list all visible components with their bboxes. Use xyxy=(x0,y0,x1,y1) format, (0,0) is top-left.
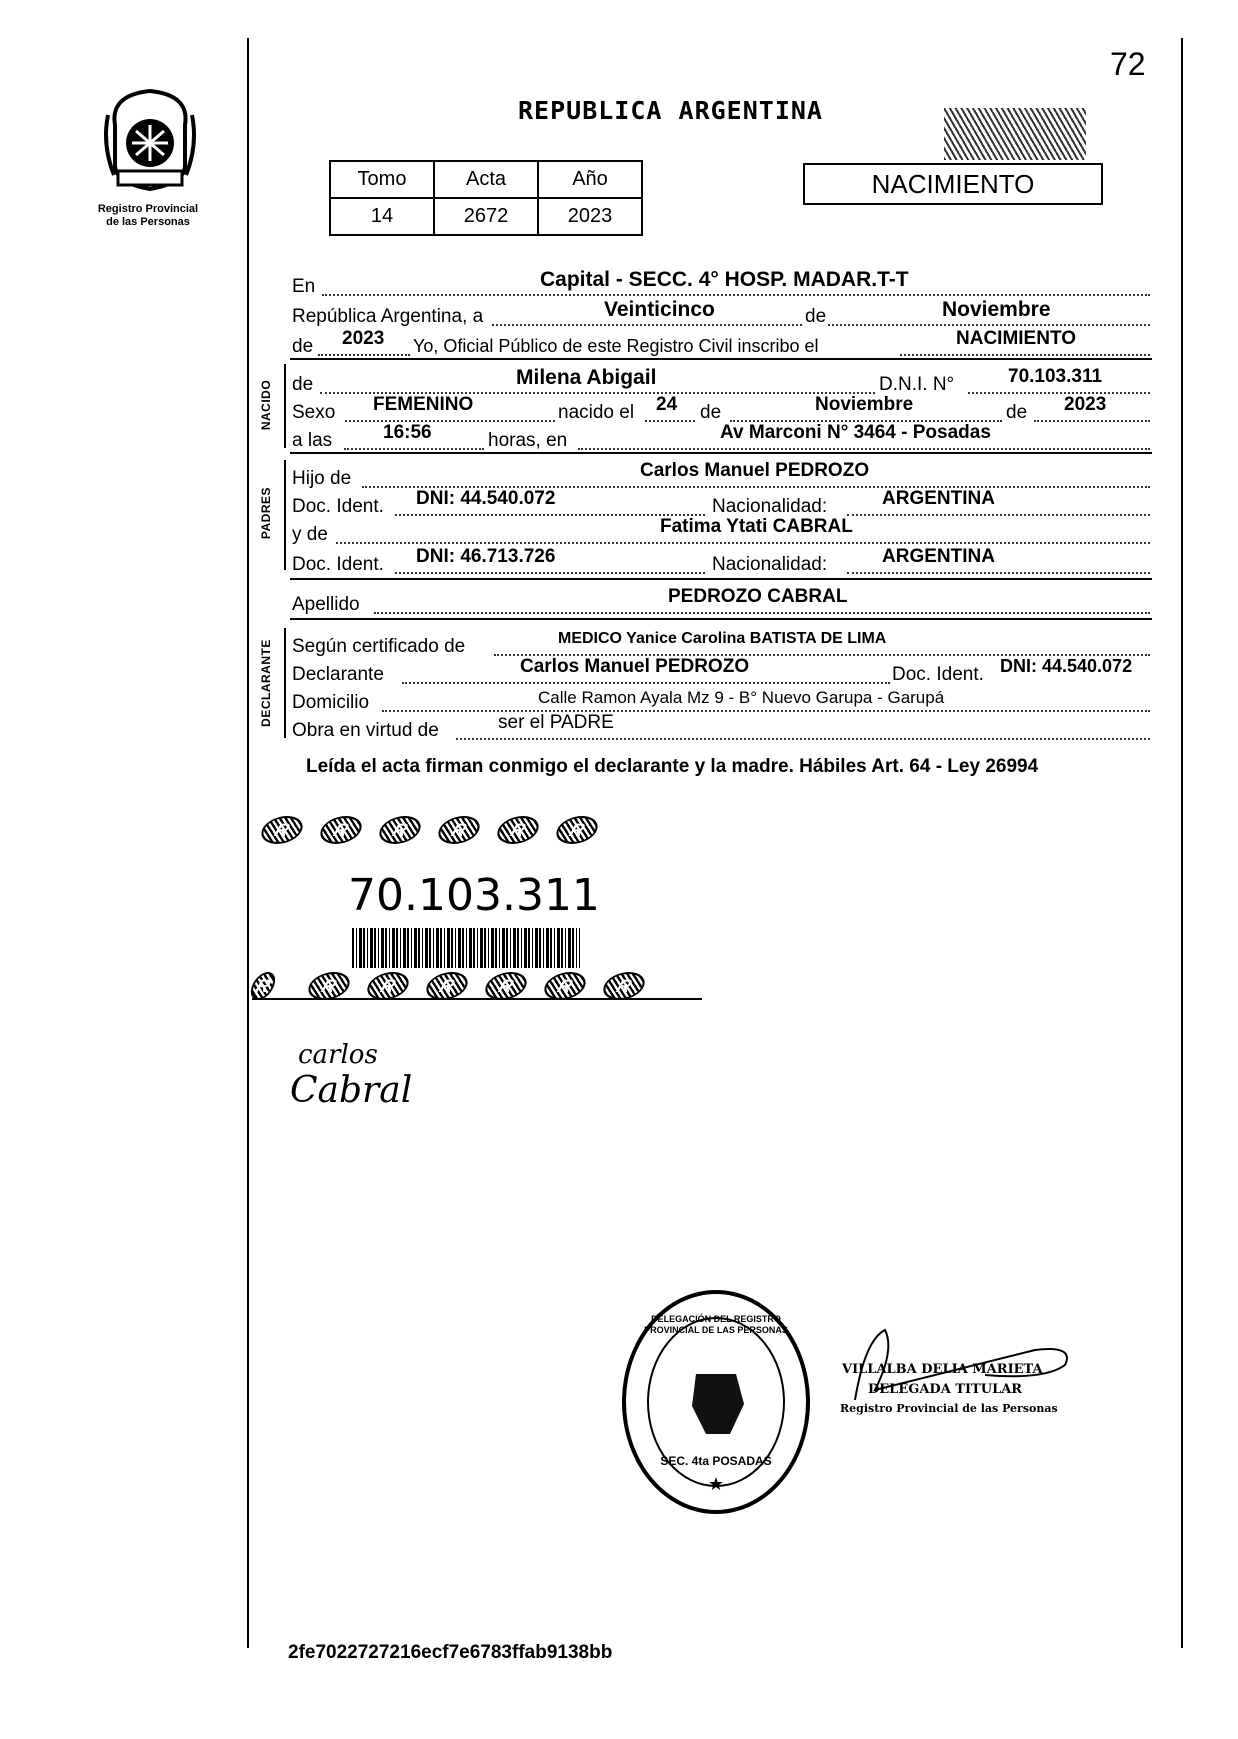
r-mark: R xyxy=(363,972,413,1000)
birth-year-dots xyxy=(1034,420,1150,422)
time-dots xyxy=(344,448,484,450)
mother-nac-label: Nacionalidad: xyxy=(712,554,828,575)
horas-label: horas, en xyxy=(488,430,568,451)
declarante-doc-value: DNI: 44.540.072 xyxy=(1000,656,1133,676)
day-words-value: Veinticinco xyxy=(604,298,715,321)
birth-place-dots xyxy=(578,448,1150,450)
province-seal-logo xyxy=(100,85,200,195)
mother-doc-value: DNI: 46.713.726 xyxy=(416,546,556,567)
republica-dots xyxy=(492,324,802,326)
stamp-inner-text: SEC. 4ta POSADAS xyxy=(660,1454,772,1468)
apellido-value: PEDROZO CABRAL xyxy=(668,586,848,607)
a-las-label: a las xyxy=(292,430,333,451)
nacido-de-label-3: de xyxy=(1006,402,1028,423)
security-band-bottom xyxy=(252,972,663,1000)
year-value: 2023 xyxy=(342,328,385,349)
sexo-dots xyxy=(345,420,555,422)
declarante-doc-label: Doc. Ident. xyxy=(892,664,984,685)
r-mark: R xyxy=(257,816,307,844)
place-value: Capital - SECC. 4° HOSP. MADAR.T-T xyxy=(540,268,909,291)
birth-year-value: 2023 xyxy=(1064,394,1107,415)
dni-label: D.N.I. N° xyxy=(879,374,955,395)
official-registry: Registro Provincial de las Personas xyxy=(840,1402,1058,1415)
month-dots xyxy=(828,324,1150,326)
r-mark: R xyxy=(422,972,472,1000)
sexo-label: Sexo xyxy=(292,402,336,423)
table-value-tomo: 14 xyxy=(330,198,434,235)
dni-dots xyxy=(968,392,1150,394)
child-dni-value: 70.103.311 xyxy=(1008,366,1103,387)
father-nac-label: Nacionalidad: xyxy=(712,496,828,517)
declarante-sidebar xyxy=(284,628,286,738)
month-value: Noviembre xyxy=(942,298,1051,321)
signature-top: carlos xyxy=(298,1040,378,1070)
padres-sidebar xyxy=(284,460,286,570)
registry-name-line1: Registro Provincial xyxy=(97,203,199,215)
official-name: VILLALBA DELIA MARIETA xyxy=(842,1362,1043,1377)
mother-dots xyxy=(336,542,1150,544)
registry-name-line2: de las Personas xyxy=(106,216,190,228)
svg-text:★: ★ xyxy=(707,1474,725,1494)
de-label-2: de xyxy=(292,336,314,357)
declarante-section-label: DECLARANTE xyxy=(259,639,273,727)
separator-2 xyxy=(290,452,1152,454)
mother-nac-dots xyxy=(847,572,1150,574)
day-dots xyxy=(645,420,695,422)
stamp-ring-text: DELEGACIÓN DEL REGISTRO PROVINCIAL DE LAS PERSONAS xyxy=(644,1314,788,1335)
mother-nationality-value: ARGENTINA xyxy=(882,546,995,567)
barcode-number: 70.103.311 xyxy=(348,870,600,921)
year-dots xyxy=(318,354,410,356)
child-name-value: Milena Abigail xyxy=(516,366,657,389)
father-doc-dots xyxy=(395,514,705,516)
table-header-tomo: Tomo xyxy=(330,161,434,198)
r-mark: R xyxy=(552,816,602,844)
en-label: En xyxy=(292,276,316,297)
official-title: DELEGADA TITULAR xyxy=(868,1382,1023,1397)
mother-name-value: Fatima Ytati CABRAL xyxy=(660,516,853,537)
document-type-box xyxy=(803,163,1103,205)
padres-section-label: PADRES xyxy=(259,486,273,540)
father-doc-value: DNI: 44.540.072 xyxy=(416,488,556,509)
separator-1 xyxy=(290,358,1152,360)
barcode xyxy=(352,928,580,968)
birth-month-value: Noviembre xyxy=(815,394,914,415)
registry-table xyxy=(329,160,643,236)
act-type-value: NACIMIENTO xyxy=(956,328,1076,349)
declarante-value: Carlos Manuel PEDROZO xyxy=(520,656,750,677)
table-header-anio: Año xyxy=(538,161,642,198)
nacido-de-label: de xyxy=(292,374,314,395)
birth-day-value: 24 xyxy=(656,394,678,415)
certificado-value: MEDICO Yanice Carolina BATISTA DE LIMA xyxy=(558,630,887,647)
birth-place-value: Av Marconi N° 3464 - Posadas xyxy=(720,422,991,443)
apellido-dots xyxy=(374,612,1150,614)
table-value-acta: 2672 xyxy=(434,198,538,235)
mother-doc-dots xyxy=(395,572,705,574)
page-number: 72 xyxy=(1110,46,1146,82)
r-mark: R xyxy=(375,816,425,844)
obra-label: Obra en virtud de xyxy=(292,720,439,741)
father-doc-label: Doc. Ident. xyxy=(292,496,384,517)
r-mark: R xyxy=(316,816,366,844)
table-header-acta: Acta xyxy=(434,161,538,198)
document-hash: 2fe7022727216ecf7e6783ffab9138bb xyxy=(288,1642,613,1663)
r-mark: R xyxy=(304,972,354,1000)
father-name-value: Carlos Manuel PEDROZO xyxy=(640,460,870,481)
oficial-text: Yo, Oficial Público de este Registro Civil inscribo el xyxy=(413,336,819,356)
domicilio-label: Domicilio xyxy=(292,692,370,713)
republica-label: República Argentina, a xyxy=(292,306,484,327)
de-label-1: de xyxy=(805,306,827,327)
sexo-value: FEMENINO xyxy=(373,394,474,415)
hijo-de-label: Hijo de xyxy=(292,468,352,489)
separator-4 xyxy=(290,618,1152,620)
r-mark: R xyxy=(434,816,484,844)
security-band-top xyxy=(262,816,616,844)
closing-text: Leída el acta firman conmigo el declarante y la madre. Hábiles Art. 64 - Ley 26994 xyxy=(306,756,1039,777)
table-value-anio: 2023 xyxy=(538,198,642,235)
nacido-el-label: nacido el xyxy=(558,402,635,423)
security-hatch-mark xyxy=(944,108,1086,160)
r-mark: R xyxy=(540,972,590,1000)
father-nationality-value: ARGENTINA xyxy=(882,488,995,509)
country-title: REPUBLICA ARGENTINA xyxy=(518,96,823,125)
certificado-label: Según certificado de xyxy=(292,636,466,657)
birth-time-value: 16:56 xyxy=(383,422,432,443)
declarante-label: Declarante xyxy=(292,664,384,685)
mother-doc-label: Doc. Ident. xyxy=(292,554,384,575)
security-band-underline xyxy=(252,998,702,1000)
r-mark: R xyxy=(599,972,649,1000)
father-nac-dots xyxy=(847,514,1150,516)
nacido-de-label-2: de xyxy=(700,402,722,423)
nacido-sidebar xyxy=(284,364,286,448)
document-type-label: NACIMIENTO xyxy=(871,169,1035,199)
en-dots xyxy=(322,294,1150,296)
y-de-label: y de xyxy=(292,524,328,545)
official-stamp xyxy=(622,1290,810,1514)
obra-value: ser el PADRE xyxy=(498,712,614,733)
nacido-section-label: NACIDO xyxy=(259,379,273,431)
act-type-dots xyxy=(900,354,1150,356)
obra-dots xyxy=(456,738,1150,740)
declarante-dots xyxy=(402,682,890,684)
apellido-label: Apellido xyxy=(292,594,360,615)
right-margin-line xyxy=(1181,38,1183,1648)
r-mark: R xyxy=(481,972,531,1000)
left-margin-line xyxy=(247,38,249,1648)
r-mark: R xyxy=(247,972,279,1000)
r-mark: R xyxy=(493,816,543,844)
separator-3 xyxy=(290,578,1152,580)
signature-bottom: Cabral xyxy=(290,1070,413,1111)
domicilio-value: Calle Ramon Ayala Mz 9 - B° Nuevo Garupa - Garupá xyxy=(538,688,945,707)
